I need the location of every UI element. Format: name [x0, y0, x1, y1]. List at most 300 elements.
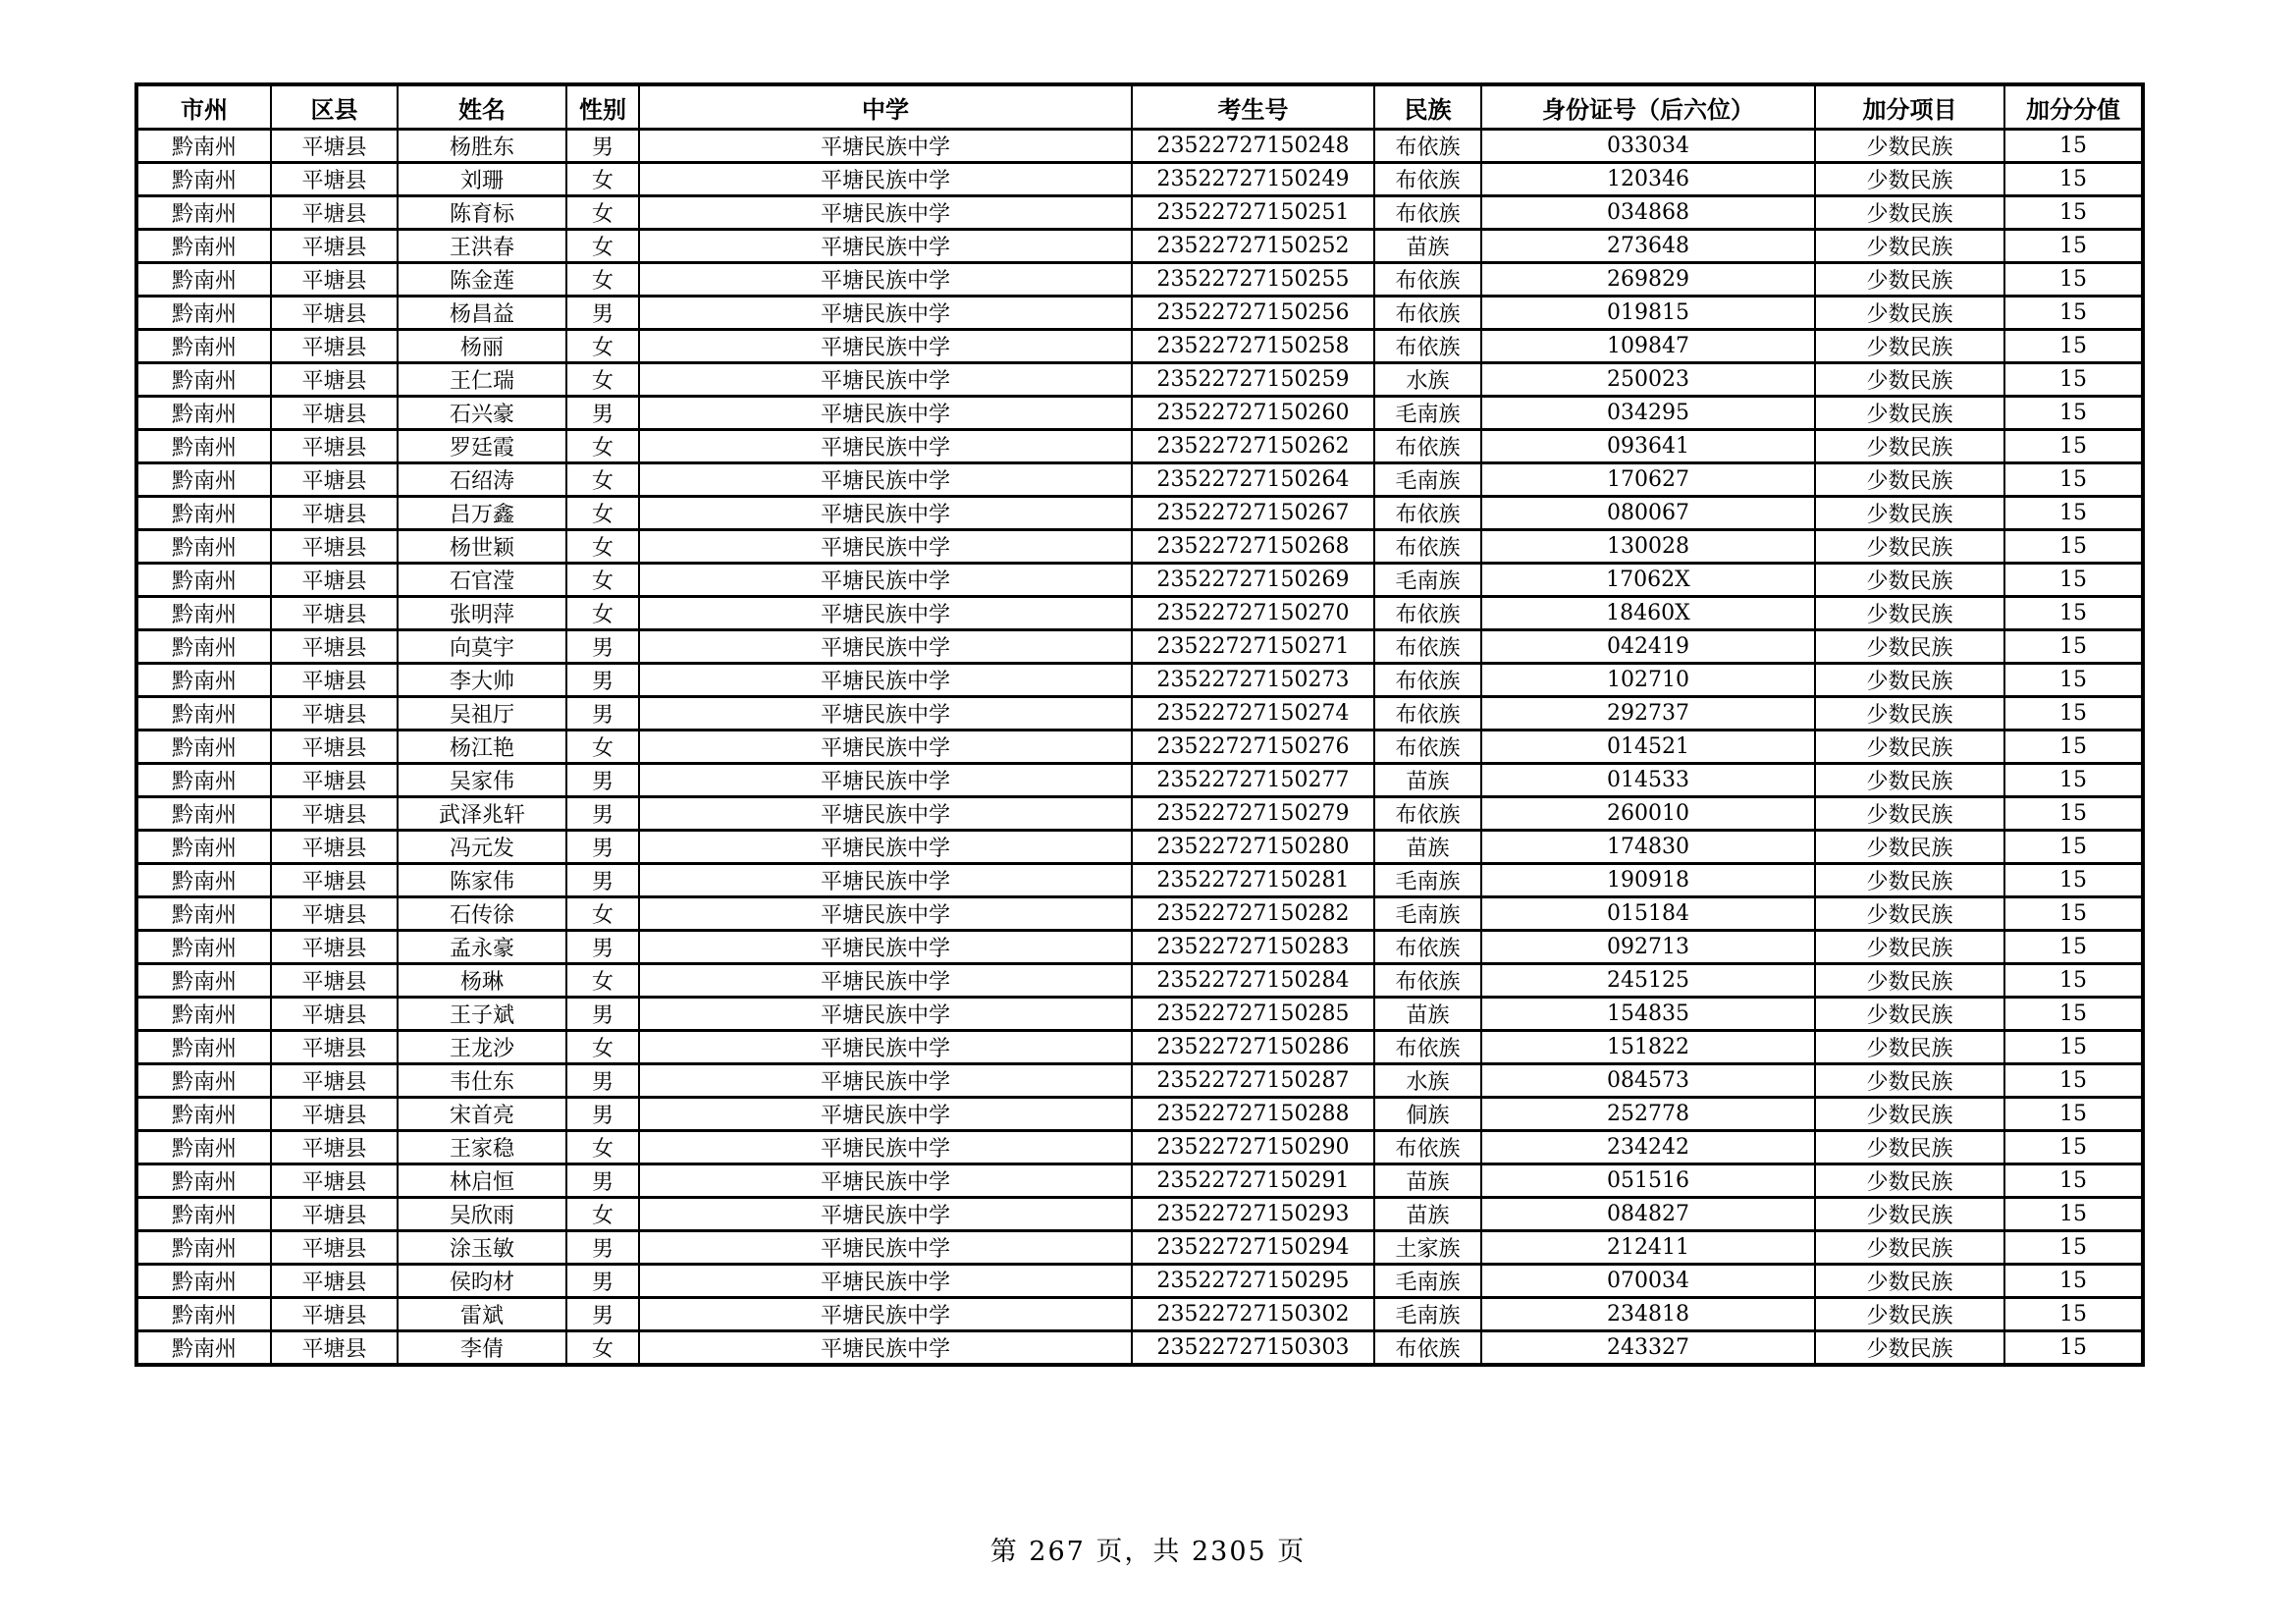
table-row — [136, 130, 2143, 163]
cell-bonus-score: 15 — [2004, 330, 2143, 363]
cell-bonus-score: 15 — [2004, 297, 2143, 330]
cell-prefecture: 黔南州 — [136, 998, 271, 1031]
cell-bonus-item: 少数民族 — [1815, 998, 2004, 1031]
cell-id-last6: 033034 — [1481, 130, 1815, 163]
cell-gender: 男 — [566, 1098, 639, 1131]
cell-county: 平塘县 — [271, 697, 398, 731]
cell-bonus-item: 少数民族 — [1815, 1298, 2004, 1331]
cell-school: 平塘民族中学 — [639, 463, 1132, 497]
cell-school: 平塘民族中学 — [639, 130, 1132, 163]
header-county: 区县 — [271, 84, 398, 130]
cell-bonus-item: 少数民族 — [1815, 864, 2004, 897]
cell-school: 平塘民族中学 — [639, 430, 1132, 463]
cell-gender: 女 — [566, 1198, 639, 1231]
cell-gender: 女 — [566, 497, 639, 530]
cell-county: 平塘县 — [271, 797, 398, 831]
cell-bonus-score: 15 — [2004, 931, 2143, 964]
cell-bonus-item: 少数民族 — [1815, 797, 2004, 831]
cell-bonus-item: 少数民族 — [1815, 530, 2004, 564]
cell-county: 平塘县 — [271, 1164, 398, 1198]
cell-bonus-score: 15 — [2004, 463, 2143, 497]
cell-prefecture: 黔南州 — [136, 764, 271, 797]
cell-gender: 女 — [566, 196, 639, 230]
cell-id-last6: 015184 — [1481, 897, 1815, 931]
cell-county: 平塘县 — [271, 463, 398, 497]
cell-prefecture: 黔南州 — [136, 430, 271, 463]
cell-id-last6: 130028 — [1481, 530, 1815, 564]
cell-candidate-no: 23522727150281 — [1132, 864, 1374, 897]
cell-id-last6: 18460X — [1481, 597, 1815, 630]
cell-bonus-score: 15 — [2004, 998, 2143, 1031]
cell-prefecture: 黔南州 — [136, 597, 271, 630]
cell-prefecture: 黔南州 — [136, 163, 271, 196]
cell-candidate-no: 23522727150256 — [1132, 297, 1374, 330]
cell-gender: 男 — [566, 1298, 639, 1331]
table-body — [136, 130, 2143, 1366]
cell-ethnicity: 毛南族 — [1374, 564, 1481, 597]
cell-bonus-item: 少数民族 — [1815, 1031, 2004, 1064]
table-row — [136, 297, 2143, 330]
cell-bonus-score: 15 — [2004, 497, 2143, 530]
cell-name: 陈育标 — [398, 196, 566, 230]
header-gender: 性别 — [566, 84, 639, 130]
cell-id-last6: 252778 — [1481, 1098, 1815, 1131]
cell-prefecture: 黔南州 — [136, 630, 271, 664]
cell-bonus-score: 15 — [2004, 1131, 2143, 1164]
cell-ethnicity: 布依族 — [1374, 330, 1481, 363]
cell-prefecture: 黔南州 — [136, 1031, 271, 1064]
cell-bonus-score: 15 — [2004, 397, 2143, 430]
cell-ethnicity: 布依族 — [1374, 530, 1481, 564]
cell-ethnicity: 布依族 — [1374, 630, 1481, 664]
cell-bonus-item: 少数民族 — [1815, 831, 2004, 864]
cell-ethnicity: 毛南族 — [1374, 463, 1481, 497]
cell-id-last6: 080067 — [1481, 497, 1815, 530]
cell-candidate-no: 23522727150252 — [1132, 230, 1374, 263]
cell-school: 平塘民族中学 — [639, 864, 1132, 897]
cell-id-last6: 070034 — [1481, 1265, 1815, 1298]
bonus-points-table — [134, 82, 2145, 1367]
cell-prefecture: 黔南州 — [136, 363, 271, 397]
cell-school: 平塘民族中学 — [639, 1231, 1132, 1265]
cell-name: 王子斌 — [398, 998, 566, 1031]
cell-bonus-item: 少数民族 — [1815, 1265, 2004, 1298]
cell-name: 王龙沙 — [398, 1031, 566, 1064]
cell-school: 平塘民族中学 — [639, 998, 1132, 1031]
cell-ethnicity: 布依族 — [1374, 697, 1481, 731]
cell-bonus-score: 15 — [2004, 196, 2143, 230]
cell-bonus-item: 少数民族 — [1815, 764, 2004, 797]
cell-candidate-no: 23522727150258 — [1132, 330, 1374, 363]
cell-bonus-item: 少数民族 — [1815, 897, 2004, 931]
cell-ethnicity: 侗族 — [1374, 1098, 1481, 1131]
header-candidate-no: 考生号 — [1132, 84, 1374, 130]
cell-bonus-score: 15 — [2004, 964, 2143, 998]
cell-prefecture: 黔南州 — [136, 697, 271, 731]
cell-prefecture: 黔南州 — [136, 731, 271, 764]
cell-ethnicity: 水族 — [1374, 1064, 1481, 1098]
cell-county: 平塘县 — [271, 196, 398, 230]
cell-school: 平塘民族中学 — [639, 764, 1132, 797]
cell-bonus-item: 少数民族 — [1815, 230, 2004, 263]
cell-candidate-no: 23522727150276 — [1132, 731, 1374, 764]
cell-bonus-item: 少数民族 — [1815, 564, 2004, 597]
cell-id-last6: 292737 — [1481, 697, 1815, 731]
table-row — [136, 530, 2143, 564]
cell-prefecture: 黔南州 — [136, 130, 271, 163]
cell-prefecture: 黔南州 — [136, 497, 271, 530]
cell-county: 平塘县 — [271, 497, 398, 530]
cell-county: 平塘县 — [271, 297, 398, 330]
cell-prefecture: 黔南州 — [136, 964, 271, 998]
cell-id-last6: 102710 — [1481, 664, 1815, 697]
cell-candidate-no: 23522727150283 — [1132, 931, 1374, 964]
cell-county: 平塘县 — [271, 764, 398, 797]
cell-prefecture: 黔南州 — [136, 263, 271, 297]
cell-school: 平塘民族中学 — [639, 697, 1132, 731]
cell-bonus-item: 少数民族 — [1815, 130, 2004, 163]
cell-ethnicity: 布依族 — [1374, 430, 1481, 463]
cell-ethnicity: 布依族 — [1374, 196, 1481, 230]
cell-prefecture: 黔南州 — [136, 1265, 271, 1298]
cell-gender: 男 — [566, 1164, 639, 1198]
cell-school: 平塘民族中学 — [639, 196, 1132, 230]
cell-county: 平塘县 — [271, 664, 398, 697]
cell-school: 平塘民族中学 — [639, 1064, 1132, 1098]
cell-school: 平塘民族中学 — [639, 1265, 1132, 1298]
cell-bonus-score: 15 — [2004, 597, 2143, 630]
cell-county: 平塘县 — [271, 263, 398, 297]
cell-id-last6: 014521 — [1481, 731, 1815, 764]
table-row — [136, 597, 2143, 630]
cell-candidate-no: 23522727150288 — [1132, 1098, 1374, 1131]
cell-bonus-item: 少数民族 — [1815, 697, 2004, 731]
cell-candidate-no: 23522727150291 — [1132, 1164, 1374, 1198]
table-row — [136, 664, 2143, 697]
cell-bonus-score: 15 — [2004, 1164, 2143, 1198]
table-row — [136, 964, 2143, 998]
cell-bonus-score: 15 — [2004, 864, 2143, 897]
table-row — [136, 1298, 2143, 1331]
table-row — [136, 1265, 2143, 1298]
cell-name: 刘珊 — [398, 163, 566, 196]
cell-ethnicity: 苗族 — [1374, 831, 1481, 864]
cell-gender: 女 — [566, 230, 639, 263]
cell-county: 平塘县 — [271, 864, 398, 897]
cell-candidate-no: 23522727150303 — [1132, 1331, 1374, 1366]
cell-county: 平塘县 — [271, 630, 398, 664]
header-bonus-item: 加分项目 — [1815, 84, 2004, 130]
cell-bonus-item: 少数民族 — [1815, 1164, 2004, 1198]
cell-school: 平塘民族中学 — [639, 1298, 1132, 1331]
cell-county: 平塘县 — [271, 1298, 398, 1331]
cell-gender: 男 — [566, 831, 639, 864]
cell-name: 吴祖厅 — [398, 697, 566, 731]
cell-prefecture: 黔南州 — [136, 330, 271, 363]
table-row — [136, 497, 2143, 530]
cell-bonus-score: 15 — [2004, 664, 2143, 697]
cell-name: 陈家伟 — [398, 864, 566, 897]
cell-bonus-item: 少数民族 — [1815, 630, 2004, 664]
table-row — [136, 864, 2143, 897]
cell-name: 吴欣雨 — [398, 1198, 566, 1231]
cell-prefecture: 黔南州 — [136, 797, 271, 831]
cell-bonus-score: 15 — [2004, 797, 2143, 831]
cell-name: 张明萍 — [398, 597, 566, 630]
cell-id-last6: 014533 — [1481, 764, 1815, 797]
table-row — [136, 797, 2143, 831]
cell-ethnicity: 布依族 — [1374, 797, 1481, 831]
cell-bonus-score: 15 — [2004, 831, 2143, 864]
cell-ethnicity: 土家族 — [1374, 1231, 1481, 1265]
cell-prefecture: 黔南州 — [136, 230, 271, 263]
cell-school: 平塘民族中学 — [639, 731, 1132, 764]
cell-bonus-item: 少数民族 — [1815, 1131, 2004, 1164]
cell-id-last6: 034295 — [1481, 397, 1815, 430]
cell-county: 平塘县 — [271, 163, 398, 196]
cell-gender: 女 — [566, 530, 639, 564]
cell-prefecture: 黔南州 — [136, 297, 271, 330]
cell-id-last6: 245125 — [1481, 964, 1815, 998]
cell-ethnicity: 苗族 — [1374, 1164, 1481, 1198]
cell-id-last6: 250023 — [1481, 363, 1815, 397]
cell-id-last6: 019815 — [1481, 297, 1815, 330]
table-row — [136, 731, 2143, 764]
cell-prefecture: 黔南州 — [136, 1298, 271, 1331]
cell-ethnicity: 布依族 — [1374, 297, 1481, 330]
cell-bonus-score: 15 — [2004, 1098, 2143, 1131]
cell-county: 平塘县 — [271, 363, 398, 397]
cell-candidate-no: 23522727150279 — [1132, 797, 1374, 831]
cell-county: 平塘县 — [271, 330, 398, 363]
cell-bonus-score: 15 — [2004, 363, 2143, 397]
table-row — [136, 230, 2143, 263]
cell-bonus-item: 少数民族 — [1815, 163, 2004, 196]
header-ethnicity: 民族 — [1374, 84, 1481, 130]
cell-gender: 女 — [566, 263, 639, 297]
cell-ethnicity: 苗族 — [1374, 1198, 1481, 1231]
table-row — [136, 1231, 2143, 1265]
cell-id-last6: 212411 — [1481, 1231, 1815, 1265]
cell-bonus-item: 少数民族 — [1815, 1098, 2004, 1131]
cell-gender: 男 — [566, 1064, 639, 1098]
cell-school: 平塘民族中学 — [639, 831, 1132, 864]
cell-bonus-item: 少数民族 — [1815, 297, 2004, 330]
cell-id-last6: 042419 — [1481, 630, 1815, 664]
cell-school: 平塘民族中学 — [639, 530, 1132, 564]
cell-name: 雷斌 — [398, 1298, 566, 1331]
cell-candidate-no: 23522727150274 — [1132, 697, 1374, 731]
cell-name: 王仁瑞 — [398, 363, 566, 397]
header-school: 中学 — [639, 84, 1132, 130]
cell-school: 平塘民族中学 — [639, 964, 1132, 998]
cell-bonus-score: 15 — [2004, 1231, 2143, 1265]
cell-name: 李大帅 — [398, 664, 566, 697]
cell-county: 平塘县 — [271, 230, 398, 263]
cell-candidate-no: 23522727150271 — [1132, 630, 1374, 664]
cell-candidate-no: 23522727150260 — [1132, 397, 1374, 430]
cell-gender: 男 — [566, 1231, 639, 1265]
cell-county: 平塘县 — [271, 530, 398, 564]
cell-candidate-no: 23522727150302 — [1132, 1298, 1374, 1331]
cell-candidate-no: 23522727150251 — [1132, 196, 1374, 230]
cell-prefecture: 黔南州 — [136, 1164, 271, 1198]
cell-bonus-score: 15 — [2004, 530, 2143, 564]
cell-name: 石绍涛 — [398, 463, 566, 497]
cell-gender: 女 — [566, 1031, 639, 1064]
cell-ethnicity: 布依族 — [1374, 1031, 1481, 1064]
table-row — [136, 196, 2143, 230]
cell-school: 平塘民族中学 — [639, 897, 1132, 931]
cell-name: 杨胜东 — [398, 130, 566, 163]
cell-ethnicity: 布依族 — [1374, 163, 1481, 196]
cell-bonus-item: 少数民族 — [1815, 1198, 2004, 1231]
cell-bonus-item: 少数民族 — [1815, 1331, 2004, 1366]
cell-id-last6: 234242 — [1481, 1131, 1815, 1164]
cell-school: 平塘民族中学 — [639, 230, 1132, 263]
cell-candidate-no: 23522727150286 — [1132, 1031, 1374, 1064]
cell-gender: 女 — [566, 564, 639, 597]
cell-candidate-no: 23522727150264 — [1132, 463, 1374, 497]
header-prefecture: 市州 — [136, 84, 271, 130]
table-row — [136, 697, 2143, 731]
cell-name: 孟永豪 — [398, 931, 566, 964]
cell-gender: 男 — [566, 697, 639, 731]
cell-candidate-no: 23522727150249 — [1132, 163, 1374, 196]
cell-ethnicity: 毛南族 — [1374, 864, 1481, 897]
cell-gender: 男 — [566, 998, 639, 1031]
cell-gender: 女 — [566, 463, 639, 497]
cell-prefecture: 黔南州 — [136, 864, 271, 897]
table-row — [136, 397, 2143, 430]
cell-school: 平塘民族中学 — [639, 1131, 1132, 1164]
cell-id-last6: 109847 — [1481, 330, 1815, 363]
cell-bonus-item: 少数民族 — [1815, 1064, 2004, 1098]
cell-id-last6: 120346 — [1481, 163, 1815, 196]
cell-gender: 女 — [566, 330, 639, 363]
cell-ethnicity: 苗族 — [1374, 764, 1481, 797]
cell-ethnicity: 布依族 — [1374, 130, 1481, 163]
cell-name: 吕万鑫 — [398, 497, 566, 530]
cell-county: 平塘县 — [271, 1098, 398, 1131]
cell-school: 平塘民族中学 — [639, 931, 1132, 964]
cell-prefecture: 黔南州 — [136, 397, 271, 430]
header-id-last6: 身份证号（后六位） — [1481, 84, 1815, 130]
cell-name: 向莫宇 — [398, 630, 566, 664]
cell-name: 宋首亮 — [398, 1098, 566, 1131]
cell-bonus-score: 15 — [2004, 697, 2143, 731]
cell-name: 石传徐 — [398, 897, 566, 931]
cell-id-last6: 243327 — [1481, 1331, 1815, 1366]
cell-school: 平塘民族中学 — [639, 1098, 1132, 1131]
cell-bonus-score: 15 — [2004, 731, 2143, 764]
cell-school: 平塘民族中学 — [639, 664, 1132, 697]
cell-bonus-item: 少数民族 — [1815, 397, 2004, 430]
header-name: 姓名 — [398, 84, 566, 130]
cell-id-last6: 051516 — [1481, 1164, 1815, 1198]
cell-name: 杨琳 — [398, 964, 566, 998]
cell-school: 平塘民族中学 — [639, 564, 1132, 597]
cell-id-last6: 190918 — [1481, 864, 1815, 897]
cell-school: 平塘民族中学 — [639, 597, 1132, 630]
cell-school: 平塘民族中学 — [639, 330, 1132, 363]
cell-bonus-score: 15 — [2004, 764, 2143, 797]
cell-name: 李倩 — [398, 1331, 566, 1366]
cell-prefecture: 黔南州 — [136, 831, 271, 864]
table-row — [136, 1098, 2143, 1131]
header-row — [136, 84, 2143, 130]
cell-bonus-item: 少数民族 — [1815, 263, 2004, 297]
cell-id-last6: 273648 — [1481, 230, 1815, 263]
cell-bonus-item: 少数民族 — [1815, 664, 2004, 697]
cell-school: 平塘民族中学 — [639, 1031, 1132, 1064]
cell-gender: 女 — [566, 731, 639, 764]
cell-school: 平塘民族中学 — [639, 163, 1132, 196]
table-row — [136, 764, 2143, 797]
page-number-footer: 第 267 页，共 2305 页 — [989, 1537, 1307, 1567]
cell-id-last6: 034868 — [1481, 196, 1815, 230]
cell-school: 平塘民族中学 — [639, 363, 1132, 397]
cell-prefecture: 黔南州 — [136, 1064, 271, 1098]
cell-gender: 男 — [566, 1265, 639, 1298]
cell-gender: 男 — [566, 664, 639, 697]
cell-bonus-item: 少数民族 — [1815, 463, 2004, 497]
cell-school: 平塘民族中学 — [639, 497, 1132, 530]
cell-prefecture: 黔南州 — [136, 564, 271, 597]
cell-candidate-no: 23522727150280 — [1132, 831, 1374, 864]
cell-name: 冯元发 — [398, 831, 566, 864]
cell-candidate-no: 23522727150269 — [1132, 564, 1374, 597]
cell-county: 平塘县 — [271, 964, 398, 998]
cell-candidate-no: 23522727150262 — [1132, 430, 1374, 463]
cell-ethnicity: 布依族 — [1374, 497, 1481, 530]
cell-id-last6: 170627 — [1481, 463, 1815, 497]
cell-ethnicity: 布依族 — [1374, 964, 1481, 998]
table-row — [136, 1064, 2143, 1098]
cell-candidate-no: 23522727150273 — [1132, 664, 1374, 697]
cell-prefecture: 黔南州 — [136, 530, 271, 564]
cell-id-last6: 234818 — [1481, 1298, 1815, 1331]
cell-prefecture: 黔南州 — [136, 1231, 271, 1265]
cell-school: 平塘民族中学 — [639, 397, 1132, 430]
cell-gender: 男 — [566, 130, 639, 163]
cell-name: 杨江艳 — [398, 731, 566, 764]
cell-candidate-no: 23522727150284 — [1132, 964, 1374, 998]
cell-name: 杨昌益 — [398, 297, 566, 330]
cell-school: 平塘民族中学 — [639, 630, 1132, 664]
cell-gender: 女 — [566, 597, 639, 630]
cell-county: 平塘县 — [271, 931, 398, 964]
cell-gender: 女 — [566, 430, 639, 463]
table-row — [136, 1131, 2143, 1164]
cell-gender: 女 — [566, 1331, 639, 1366]
cell-ethnicity: 苗族 — [1374, 998, 1481, 1031]
table-row — [136, 1331, 2143, 1366]
cell-county: 平塘县 — [271, 597, 398, 630]
table-row — [136, 463, 2143, 497]
cell-county: 平塘县 — [271, 897, 398, 931]
cell-candidate-no: 23522727150287 — [1132, 1064, 1374, 1098]
cell-id-last6: 154835 — [1481, 998, 1815, 1031]
cell-bonus-item: 少数民族 — [1815, 1231, 2004, 1265]
cell-prefecture: 黔南州 — [136, 931, 271, 964]
cell-ethnicity: 水族 — [1374, 363, 1481, 397]
cell-prefecture: 黔南州 — [136, 1131, 271, 1164]
cell-candidate-no: 23522727150285 — [1132, 998, 1374, 1031]
cell-candidate-no: 23522727150255 — [1132, 263, 1374, 297]
table-row — [136, 163, 2143, 196]
cell-ethnicity: 布依族 — [1374, 731, 1481, 764]
